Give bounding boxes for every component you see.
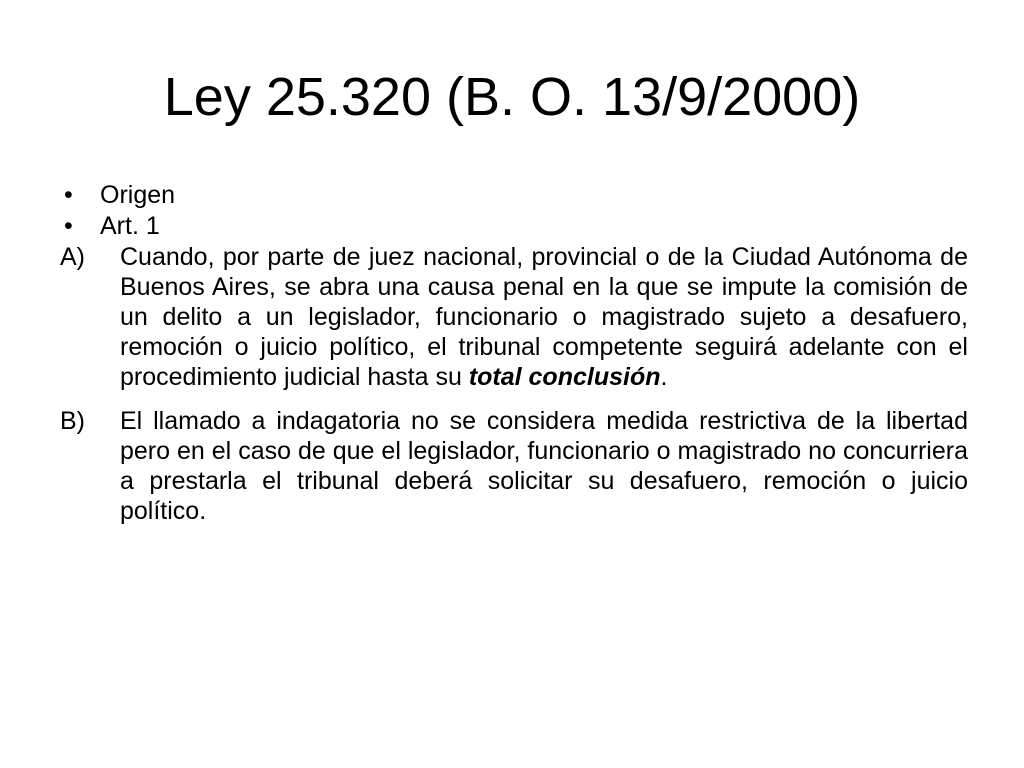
item-letter: A)	[60, 243, 85, 271]
bullet-text: Art. 1	[100, 212, 160, 240]
item-text	[120, 242, 968, 392]
item-emphasis: total conclusión	[468, 363, 661, 391]
slide-content	[60, 180, 968, 526]
bullet-mark: •	[64, 181, 73, 209]
bullet-item-origen	[60, 180, 968, 210]
bullet-item-art-1	[60, 211, 968, 241]
bullet-mark: •	[64, 212, 73, 240]
bullet-text: Origen	[100, 181, 176, 209]
list-item-b	[60, 406, 968, 526]
slide-title: Ley 25.320 (B. O. 13/9/2000)	[163, 67, 861, 127]
item-text-end: .	[660, 363, 668, 391]
item-text-body: El llamado a indagatoria no se considera medida restrictiva de la libertad pero en el caso de que el legislador, funcionario o magistrado no concurriera a prestarla el tribunal deberá solicitar su desafuero, remoción o juicio político.	[120, 407, 968, 525]
item-letter: B)	[60, 407, 85, 435]
item-text	[120, 406, 968, 526]
item-text-body: Cuando, por parte de juez nacional, provincial o de la Ciudad Autónoma de Buenos Aires, se abra una causa penal en la que se impute la comisión de un delito a un legislador, funcionario o magistrado sujeto a desafuero, remoción o juicio político, el tribunal competente seguirá adelante con el procedimiento judicial hasta su	[120, 243, 968, 391]
list-item-a	[60, 242, 968, 392]
